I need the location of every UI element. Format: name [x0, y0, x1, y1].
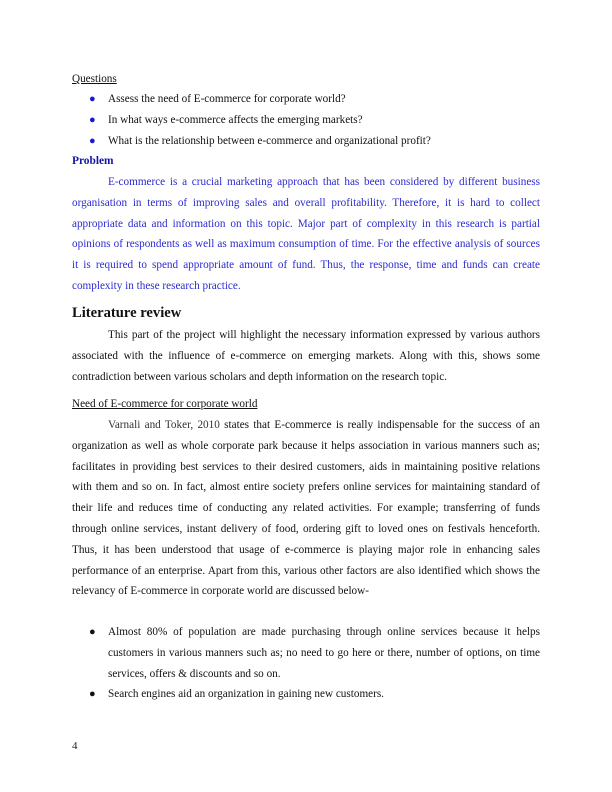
- need-section-body: states that E-commerce is really indispensable for the success of an organization as well as whole corporate park because it helps association in various manners such as; facilitates in providing best services to their desired customers, aids in maintaining positive relations with them and so on. In fact, almost entire society prefers online services for maintaining standard of their life and reduces time of conducting any related activities. For example; transferring of funds through online services, instant delivery of food, ordering gift to loved ones on festivals henceforth. Thus, it has been understood that usage of e-commerce is playing major role in enhancing sales performance of an enterprise. Apart from this, various other factors are also identified which shows the relevancy of E-commerce in corporate world are discussed below-: [72, 419, 540, 598]
- bullet-item: [72, 684, 540, 705]
- bullet-icon: ●: [89, 93, 96, 105]
- citation: Varnali and Toker, 2010: [108, 419, 220, 431]
- bullet-text: Search engines aid an organization in gaining new customers.: [108, 688, 384, 701]
- bullet-text: Almost 80% of population are made purchasing through online services because it helps customers in various manners such as; no need to go here or there, number of options, on time services, offers & discounts and so on.: [108, 626, 540, 680]
- need-section-heading: Need of E-commerce for corporate world: [72, 398, 258, 410]
- question-text: Assess the need of E-commerce for corporate world?: [108, 93, 346, 105]
- question-text: What is the relationship between e-commerce and organizational profit?: [108, 134, 431, 147]
- question-item: [72, 89, 540, 110]
- problem-paragraph: E-commerce is a crucial marketing approach that has been considered by different business organisation in terms of improving sales and overall profitability. Therefore, it is hard to collect appropriate data and information on this topic. Major part of complexity in this research is partial opinions of respondents as well as maximum consumption of time. For the effective analysis of sources it is required to spend appropriate amount of fund. Thus, the response, time and funds can create complexity in these research practice.: [72, 176, 540, 292]
- question-item: [72, 131, 540, 152]
- bullet-icon: ●: [89, 688, 96, 701]
- literature-review-paragraph: This part of the project will highlight the necessary information expressed by various authors associated with the influence of e-commerce on emerging markets. Along with this, shows some contradiction between various scholars and depth information on the research topic.: [72, 329, 540, 383]
- questions-list: [72, 89, 540, 151]
- need-section-paragraph: [72, 415, 540, 602]
- bullet-item: [72, 622, 540, 684]
- bullet-icon: ●: [89, 626, 96, 638]
- page-number: 4: [72, 740, 78, 752]
- problem-heading: Problem: [72, 155, 114, 167]
- literature-review-heading: Literature review: [72, 305, 182, 321]
- need-section-bullets: [72, 622, 540, 705]
- question-text: In what ways e-commerce affects the emerging markets?: [108, 113, 363, 126]
- bullet-icon: ●: [89, 134, 96, 147]
- questions-heading: Questions: [72, 73, 117, 85]
- question-item: [72, 110, 540, 131]
- bullet-icon: ●: [89, 113, 96, 126]
